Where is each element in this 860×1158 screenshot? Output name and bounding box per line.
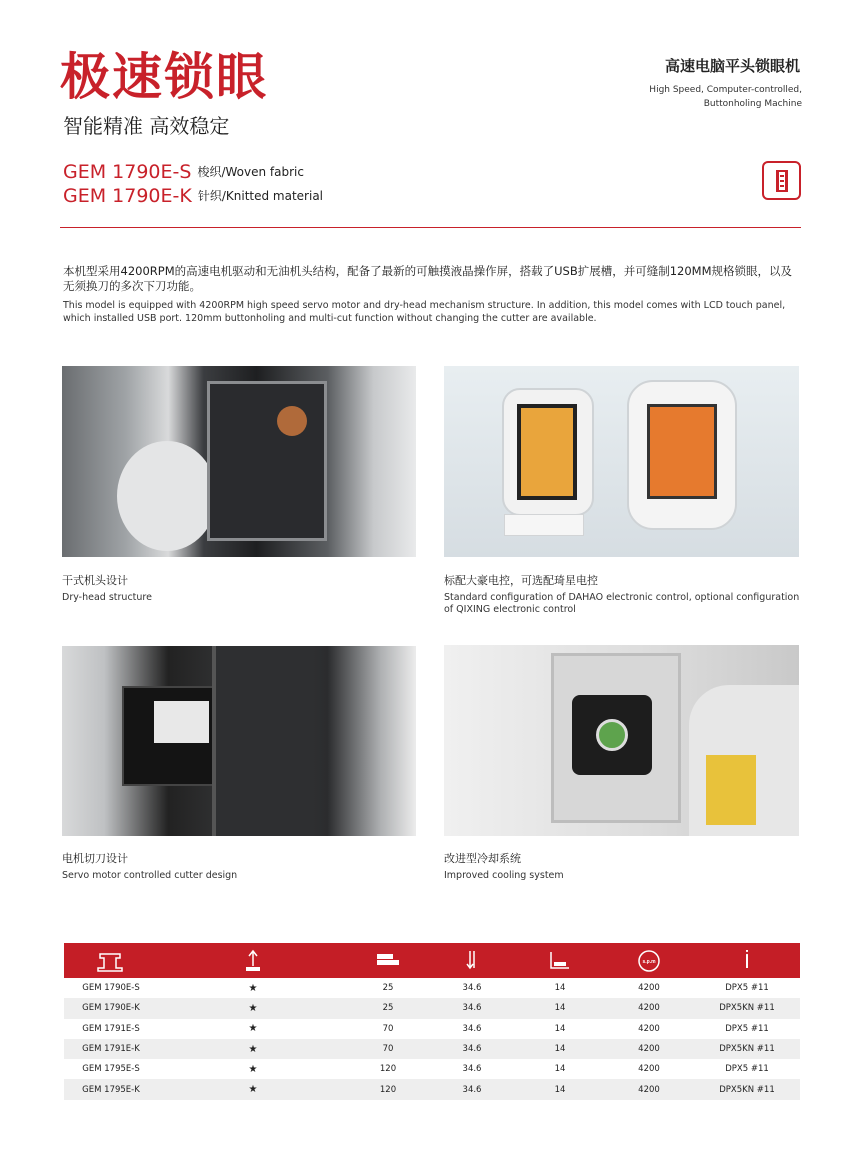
spec-cell-needle: DPX5KN #11 bbox=[694, 998, 800, 1018]
servo-cutter-photo bbox=[62, 646, 416, 836]
spec-cell-spm: 4200 bbox=[604, 1079, 694, 1099]
spec-cell-height: 34.6 bbox=[462, 1023, 482, 1034]
spec-cell-model: GEM 1791E-K bbox=[64, 1039, 158, 1059]
spec-cell-height: 34.6 bbox=[428, 998, 516, 1018]
spec-cell-model: GEM 1791E-S bbox=[82, 1023, 140, 1034]
spec-header-height bbox=[428, 943, 516, 978]
spec-cell-size: 14 bbox=[516, 998, 604, 1018]
product-name-en-line1: High Speed, Computer-controlled, bbox=[649, 85, 802, 95]
svg-text:s.p.m: s.p.m bbox=[642, 958, 656, 965]
feature-caption-en: Improved cooling system bbox=[444, 870, 564, 881]
product-name-en-line2: Buttonholing Machine bbox=[703, 99, 802, 109]
spec-table-header bbox=[64, 943, 800, 978]
spec-cell-model: GEM 1795E-K bbox=[64, 1079, 158, 1099]
spec-header-dry-head bbox=[158, 943, 348, 978]
spec-cell-dry-head: ★ bbox=[158, 1079, 348, 1099]
length-icon bbox=[373, 948, 403, 974]
spec-cell-dry-head: ★ bbox=[248, 1023, 258, 1035]
spec-header-length bbox=[348, 943, 428, 978]
intro-text-en: This model is equipped with 4200RPM high speed servo motor and dry-head mechanism structure. In addition, this model comes with LCD touch panel, which installed USB port. 120mm buttonholing and multi-cut function without changing the cutter are available. bbox=[63, 300, 786, 324]
feature-caption-cn: 标配大豪电控，可选配琦星电控 bbox=[444, 574, 598, 587]
spec-header-buttonhole bbox=[516, 943, 604, 978]
feature-caption-cn: 改进型冷却系统 bbox=[444, 852, 521, 865]
height-icon bbox=[457, 948, 487, 974]
header-divider bbox=[60, 227, 801, 228]
model-line bbox=[63, 163, 304, 182]
spec-cell-size: 14 bbox=[554, 983, 566, 994]
sewing-machine-icon bbox=[96, 948, 126, 974]
feature-caption-en: Dry-head structure bbox=[62, 592, 152, 603]
spec-cell-height: 34.6 bbox=[462, 983, 482, 994]
spec-cell-spm: 4200 bbox=[638, 1064, 660, 1075]
dry-head-photo bbox=[62, 366, 416, 557]
spec-cell-model: GEM 1795E-S bbox=[82, 1064, 140, 1075]
spec-header-spm bbox=[604, 943, 694, 978]
spec-cell-length: 120 bbox=[348, 1079, 428, 1099]
needle-icon bbox=[732, 948, 762, 974]
product-name-en bbox=[602, 83, 802, 111]
spec-cell-needle: DPX5KN #11 bbox=[694, 1039, 800, 1059]
spec-cell-length: 120 bbox=[379, 1064, 397, 1075]
spec-table-row bbox=[64, 1059, 800, 1079]
model-code: GEM 1790E-K bbox=[63, 185, 192, 207]
spec-cell-dry-head: ★ bbox=[158, 998, 348, 1018]
spec-cell-length: 25 bbox=[348, 998, 428, 1018]
control-panel-photo bbox=[444, 366, 799, 557]
spec-cell-size: 14 bbox=[516, 1039, 604, 1059]
intro-text-cn: 本机型采用4200RPM的高速电机驱动和无油机头结构，配备了最新的可触摸液晶操作屏，搭载了USB扩展槽，并可缝制120MM规格锁眼，以及无须换刀的多次下刀功能。 bbox=[63, 264, 793, 293]
model-desc: 梭织/Woven fabric bbox=[197, 165, 304, 179]
dry-head-icon bbox=[238, 948, 268, 974]
spec-cell-dry-head: ★ bbox=[248, 982, 258, 994]
model-desc: 针织/Knitted material bbox=[197, 189, 324, 203]
buttonhole-icon bbox=[545, 948, 575, 974]
spec-cell-length: 70 bbox=[348, 1039, 428, 1059]
spec-cell-length: 70 bbox=[382, 1023, 394, 1034]
spec-table-row bbox=[64, 998, 800, 1018]
product-series-icon bbox=[762, 161, 801, 200]
spec-cell-spm: 4200 bbox=[604, 1039, 694, 1059]
spec-cell-length: 25 bbox=[382, 983, 394, 994]
spec-table bbox=[64, 943, 800, 1100]
spm-icon bbox=[634, 948, 664, 974]
page-subtitle: 智能精准 高效稳定 bbox=[63, 114, 230, 138]
spec-cell-height: 34.6 bbox=[462, 1064, 482, 1075]
spec-cell-dry-head: ★ bbox=[248, 1063, 258, 1075]
spec-cell-size: 14 bbox=[554, 1064, 566, 1075]
spec-cell-height: 34.6 bbox=[428, 1079, 516, 1099]
spec-table-row bbox=[64, 1079, 800, 1099]
model-code: GEM 1790E-S bbox=[63, 161, 192, 183]
spec-header-needle bbox=[694, 943, 800, 978]
cooling-system-photo bbox=[444, 645, 799, 836]
feature-caption-en: Servo motor controlled cutter design bbox=[62, 870, 238, 881]
spec-cell-needle: DPX5KN #11 bbox=[694, 1079, 800, 1099]
feature-caption-en: Standard configuration of DAHAO electronic control, optional configuration of QIXING electronic control bbox=[444, 592, 800, 615]
spec-table-row bbox=[64, 978, 800, 998]
feature-caption-cn: 干式机头设计 bbox=[62, 574, 128, 587]
model-line bbox=[63, 187, 323, 206]
spec-table-row bbox=[64, 1039, 800, 1059]
spec-cell-spm: 4200 bbox=[604, 998, 694, 1018]
spec-table-row bbox=[64, 1019, 800, 1039]
spec-cell-dry-head: ★ bbox=[158, 1039, 348, 1059]
spec-cell-height: 34.6 bbox=[428, 1039, 516, 1059]
feature-caption-cn: 电机切刀设计 bbox=[62, 852, 128, 865]
spec-cell-spm: 4200 bbox=[638, 983, 660, 994]
spec-cell-needle: DPX5 #11 bbox=[725, 983, 769, 994]
spec-cell-model: GEM 1790E-K bbox=[64, 998, 158, 1018]
spec-cell-spm: 4200 bbox=[638, 1023, 660, 1034]
spec-cell-model: GEM 1790E-S bbox=[82, 983, 140, 994]
spec-cell-needle: DPX5 #11 bbox=[725, 1064, 769, 1075]
spec-cell-size: 14 bbox=[516, 1079, 604, 1099]
page-title: 极速锁眼 bbox=[60, 48, 268, 106]
spec-cell-needle: DPX5 #11 bbox=[725, 1023, 769, 1034]
product-name-cn: 高速电脑平头锁眼机 bbox=[664, 57, 800, 75]
spec-cell-size: 14 bbox=[554, 1023, 566, 1034]
spec-header-model bbox=[64, 943, 158, 978]
